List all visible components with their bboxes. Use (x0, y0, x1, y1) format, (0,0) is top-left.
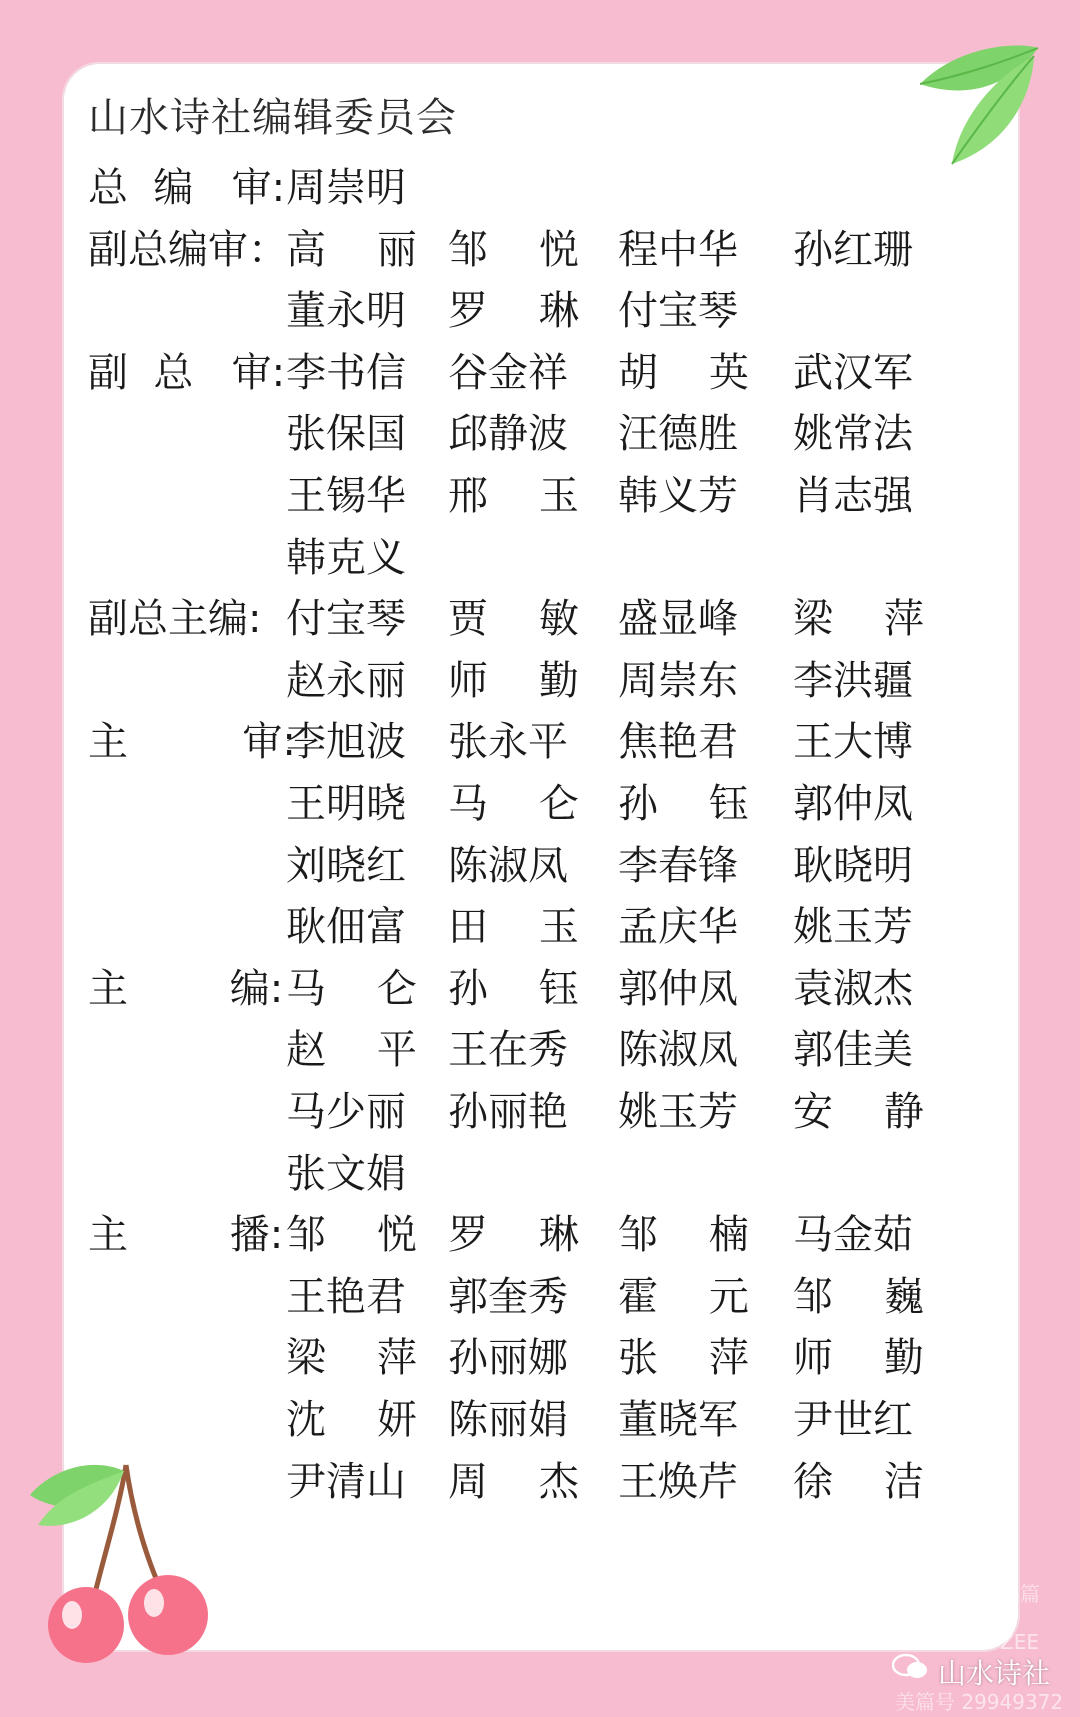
member-name: 姚玉芳 (618, 1089, 738, 1135)
member-name: 师 勤 (793, 1335, 924, 1382)
member-name: 武汉军 (793, 349, 913, 396)
role-label: 主 播: (88, 1212, 284, 1259)
member-name: 孙丽娜 (448, 1335, 568, 1382)
watermark-faint-id: 美篇号 29949372 (895, 1690, 1064, 1714)
roster-row (88, 464, 1008, 524)
member-name: 张 萍 (618, 1335, 749, 1382)
roster-row (88, 772, 1008, 832)
member-name: 陈丽娟 (448, 1397, 568, 1443)
member-name: 郭仲凤 (618, 965, 738, 1012)
roster-row (88, 1326, 1008, 1386)
roster-row (88, 1080, 1008, 1140)
member-name: 董晓军 (618, 1397, 738, 1443)
member-name: 赵永丽 (286, 657, 406, 704)
member-name: 陈淑凤 (448, 842, 568, 889)
member-name: 张文娟 (286, 1150, 406, 1197)
watermark-faint-mid: ZEE (1000, 1630, 1039, 1654)
member-name: 李春锋 (618, 842, 738, 889)
role-label: 主 审: (88, 719, 296, 766)
member-name: 霍 元 (618, 1273, 749, 1320)
member-name: 安 静 (793, 1089, 924, 1135)
roster-row (88, 341, 1008, 401)
member-name: 孟庆华 (618, 904, 738, 951)
member-name: 郭仲凤 (793, 781, 913, 827)
member-name: 王大博 (793, 719, 913, 766)
roster-row (88, 1203, 1008, 1263)
member-name: 马金茹 (793, 1212, 913, 1259)
role-label: 主 编: (88, 965, 284, 1012)
roster-row (88, 218, 1008, 278)
member-name: 汪德胜 (618, 411, 738, 458)
watermark-account: 山水诗社 (938, 1657, 1051, 1690)
member-name: 董永明 (286, 288, 406, 335)
member-name: 张永平 (448, 719, 568, 766)
member-name: 王明晓 (286, 781, 406, 827)
member-name: 姚常法 (793, 411, 913, 458)
watermark-faint-top: 美篇 (1000, 1582, 1040, 1606)
member-name: 韩克义 (286, 534, 406, 581)
roster-row (88, 1142, 1008, 1202)
roster-row (88, 895, 1008, 955)
member-name: 孙 钰 (448, 965, 579, 1012)
member-name: 邹 楠 (618, 1212, 749, 1259)
member-name: 付宝琴 (618, 288, 738, 335)
roster-row (88, 279, 1008, 339)
role-label: 副总编审： (88, 226, 288, 273)
member-name: 韩义芳 (618, 473, 738, 519)
member-name: 尹清山 (286, 1458, 406, 1505)
member-name: 耿佃富 (286, 904, 406, 951)
member-name: 孙 钰 (618, 781, 749, 827)
member-name: 陈淑凤 (618, 1027, 738, 1074)
role-label: 总 编 审: (88, 165, 286, 211)
member-name: 盛显峰 (618, 596, 738, 643)
member-name: 袁淑杰 (793, 965, 913, 1012)
member-name: 邹 巍 (793, 1273, 924, 1320)
member-name: 耿晓明 (793, 842, 913, 889)
roster-row (88, 402, 1008, 462)
member-name: 尹世红 (793, 1397, 913, 1443)
leaf-decoration-icon (900, 44, 1040, 174)
member-name: 孙丽艳 (448, 1089, 568, 1135)
member-name: 程中华 (618, 226, 738, 273)
member-name: 郭佳美 (793, 1027, 913, 1074)
page-title: 山水诗社编辑委员会 (88, 95, 457, 141)
member-name: 高 丽 (286, 226, 417, 273)
member-name: 肖志强 (793, 473, 913, 519)
member-name: 孙红珊 (793, 226, 913, 273)
member-name: 邢 玉 (448, 473, 579, 519)
member-name: 梁 萍 (286, 1335, 417, 1382)
member-name: 邱静波 (448, 411, 568, 458)
member-name: 李洪疆 (793, 657, 913, 704)
member-name: 王艳君 (286, 1273, 406, 1320)
member-name: 李书信 (286, 349, 406, 396)
member-name: 沈 妍 (286, 1397, 417, 1443)
roster-row (88, 834, 1008, 894)
member-name: 邹 悦 (448, 226, 579, 273)
member-name: 谷金祥 (448, 349, 568, 396)
role-label: 副总主编: (88, 596, 262, 643)
member-name: 罗 琳 (448, 1212, 579, 1259)
roster-row (88, 156, 1008, 216)
role-label: 副 总 审: (88, 349, 286, 396)
member-name: 胡 英 (618, 349, 749, 396)
member-name: 焦艳君 (618, 719, 738, 766)
roster-row (88, 526, 1008, 586)
member-name: 王锡华 (286, 473, 406, 519)
roster-row (88, 710, 1008, 770)
member-name: 贾 敏 (448, 596, 579, 643)
roster-row (88, 587, 1008, 647)
member-name: 周崇东 (618, 657, 738, 704)
member-name: 马 仑 (286, 965, 417, 1012)
roster-row (88, 1265, 1008, 1325)
member-name: 周 杰 (448, 1458, 579, 1505)
member-name: 梁 萍 (793, 596, 924, 643)
member-name: 王焕芹 (618, 1458, 738, 1505)
member-name: 马少丽 (286, 1089, 406, 1135)
member-name: 张保国 (286, 411, 406, 458)
member-name: 马 仑 (448, 781, 579, 827)
roster-row (88, 957, 1008, 1017)
roster-row (88, 1388, 1008, 1448)
member-name: 李旭波 (286, 719, 406, 766)
member-name: 姚玉芳 (793, 904, 913, 951)
member-name: 师 勤 (448, 657, 579, 704)
roster-row (88, 1450, 1008, 1510)
member-name: 王在秀 (448, 1027, 568, 1074)
wechat-icon (892, 1653, 928, 1681)
member-name: 罗 琳 (448, 288, 579, 335)
roster-row (88, 649, 1008, 709)
member-name: 付宝琴 (286, 596, 406, 643)
member-name: 赵 平 (286, 1027, 417, 1074)
roster-row (88, 1018, 1008, 1078)
member-name: 徐 洁 (793, 1458, 924, 1505)
member-name: 周崇明 (286, 165, 406, 211)
member-name: 郭奎秀 (448, 1273, 568, 1320)
member-name: 邹 悦 (286, 1212, 417, 1259)
member-name: 刘晓红 (286, 842, 406, 889)
member-name: 田 玉 (448, 904, 579, 951)
